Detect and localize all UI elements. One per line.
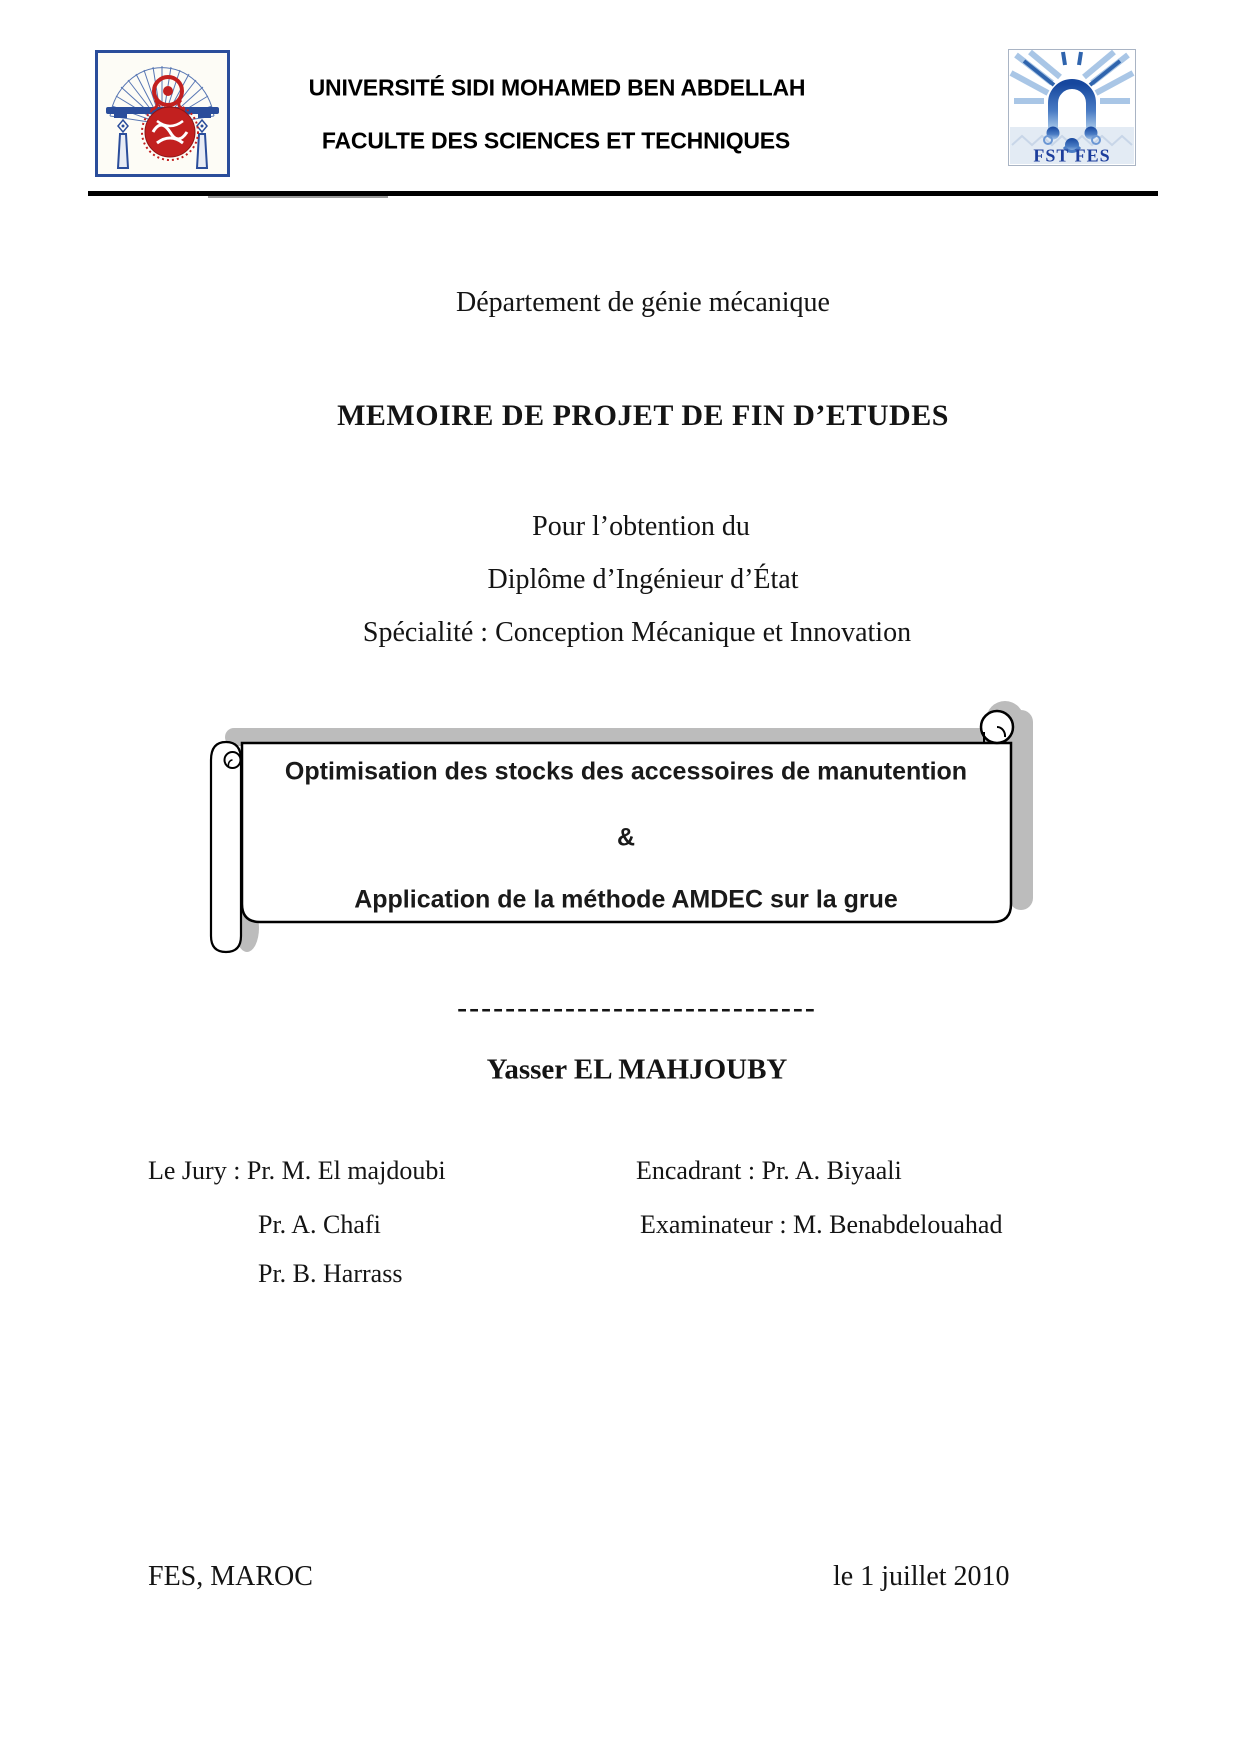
- date-line: le 1 juillet 2010: [833, 1561, 1010, 1592]
- faculty-name: FACULTE DES SCIENCES ET TECHNIQUES: [321, 127, 791, 154]
- purpose-line: Pour l’obtention du: [532, 511, 750, 542]
- fst-fes-caption: FST FES: [1033, 145, 1111, 166]
- jury-row3-left: Pr. B. Harrass: [258, 1259, 403, 1288]
- jury-row1-left: Le Jury : Pr. M. El majdoubi: [148, 1156, 446, 1185]
- degree-line: Diplôme d’Ingénieur d’État: [487, 564, 799, 595]
- place-line: FES, MAROC: [148, 1561, 313, 1592]
- department-line: Département de génie mécanique: [456, 287, 830, 318]
- university-emblem-logo: [95, 50, 230, 177]
- specialty-line: Spécialité : Conception Mécanique et Innovation: [362, 617, 912, 648]
- document-type-title: MEMOIRE DE PROJET DE FIN D’ETUDES: [337, 399, 949, 432]
- header-divider-rule: [88, 191, 1158, 196]
- jury-row1-right: Encadrant : Pr. A. Biyaali: [636, 1156, 902, 1185]
- banner-title-line1: Optimisation des stocks des accessoires de manutention: [284, 757, 968, 786]
- jury-row2-left: Pr. A. Chafi: [258, 1210, 381, 1239]
- jury-row2-right: Examinateur : M. Benabdelouahad: [640, 1210, 1003, 1239]
- banner-ampersand: &: [616, 823, 636, 852]
- author-name: Yasser EL MAHJOUBY: [486, 1053, 788, 1086]
- banner-title-line2: Application de la méthode AMDEC sur la grue: [354, 885, 898, 914]
- university-name: UNIVERSITÉ SIDI MOHAMED BEN ABDELLAH: [308, 74, 806, 101]
- dashed-separator: ------------------------------: [457, 991, 817, 1024]
